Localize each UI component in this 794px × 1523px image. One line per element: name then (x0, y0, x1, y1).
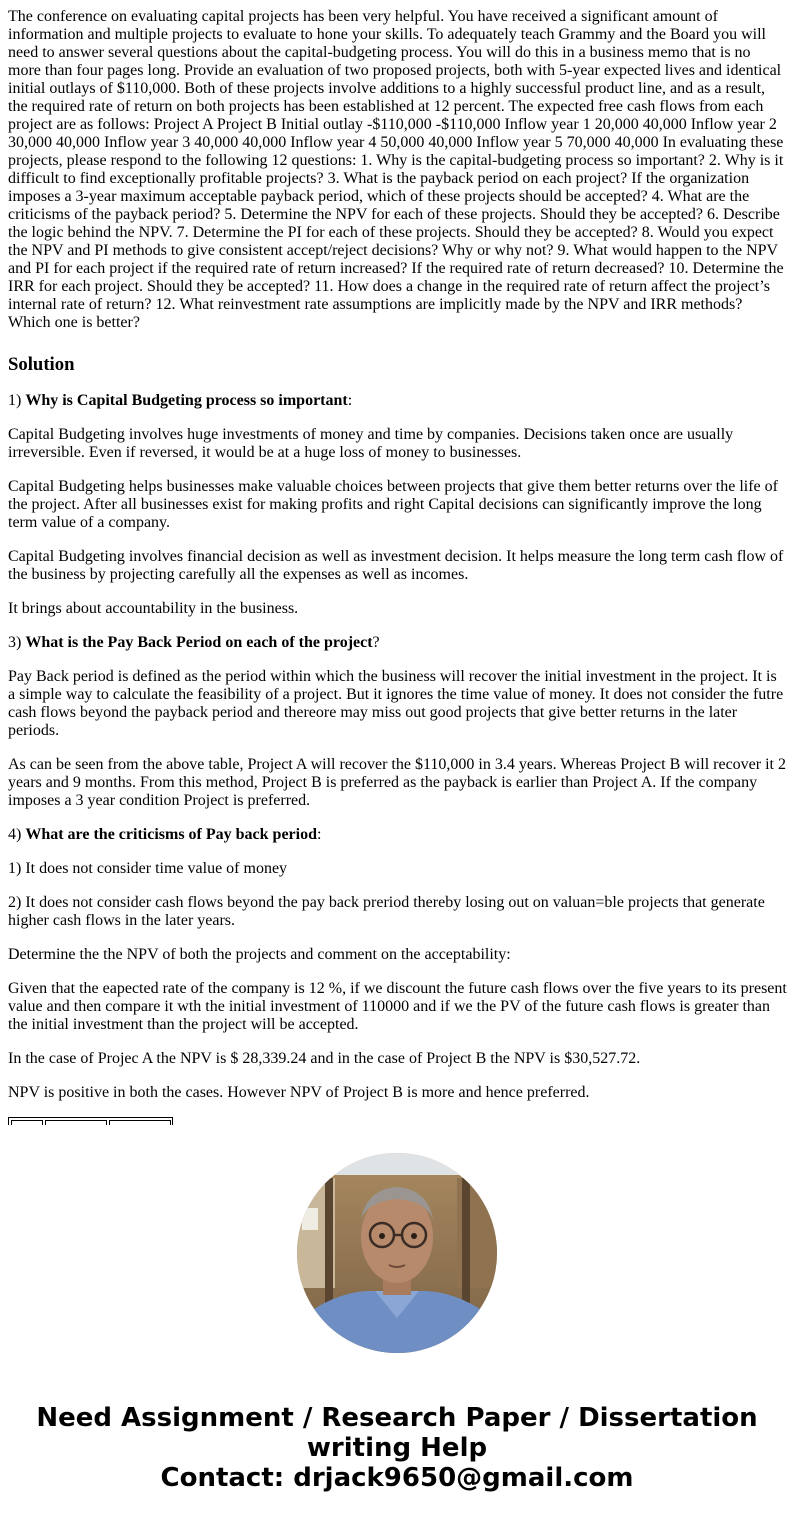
promo-contact: Contact: drjack9650@gmail.com (160, 1463, 634, 1493)
truncated-table (8, 1117, 173, 1125)
promo-line: Need Assignment / Research Paper / Dissertation (36, 1403, 758, 1433)
portrait-image (297, 1153, 497, 1353)
author-photo (297, 1153, 497, 1353)
paragraph: Given that the eapected rate of the company is 12 %, if we discount the future cash flows over the five years to its present value and then compare it wth the initial investment of 110000 and if we the PV of the future cash flows is greater than the initial investment than the project will be accepted. (8, 980, 787, 1033)
q3-heading: 3) What is the Pay Back Period on each of the project? (8, 634, 380, 651)
table-cell (109, 1120, 171, 1125)
paragraph: Determine the the NPV of both the projects and comment on the acceptability: (8, 946, 511, 963)
paragraph: 1) It does not consider time value of money (8, 860, 288, 877)
q4-heading: 4) What are the criticisms of Pay back period: (8, 826, 322, 843)
table-cell (45, 1120, 107, 1125)
paragraph: As can be seen from the above table, Project A will recover the $110,000 in 3.4 years. Whereas Project B will recover it 2 years and 9 months. From this method, Project B is preferred as the payback is earlier than Project A. If the company imposes a 3 year condition Project is preferred. (8, 756, 786, 809)
table-cell (11, 1120, 43, 1125)
document-body (8, 8, 787, 1118)
paragraph: Pay Back period is defined as the period within which the business will recover the initial investment in the project. It is a simple way to calculate the feasibility of a project. But it ignores the time value of money. It does not consider the futre cash flows beyond the payback period and thereore may miss out good projects that give better returns in the later periods. (8, 668, 784, 739)
paragraph: NPV is positive in both the cases. However NPV of Project B is more and hence preferred. (8, 1084, 590, 1101)
q1-heading: 1) Why is Capital Budgeting process so important: (8, 392, 353, 409)
promo-banner (0, 1403, 794, 1493)
solution-heading: Solution (8, 354, 75, 375)
paragraph: Capital Budgeting involves financial decision as well as investment decision. It helps measure the long term cash flow of the business by projecting carefully all the expenses as well as incomes. (8, 548, 784, 583)
promo-line: writing Help (306, 1433, 488, 1463)
paragraph: Capital Budgeting involves huge investments of money and time by companies. Decisions taken once are usually irreversible. Even if reversed, it would be at a huge loss of money to businesses. (8, 426, 734, 461)
question-text: The conference on evaluating capital projects has been very helpful. You have received a significant amount of information and multiple projects to evaluate to hone your skills. To adequately teach Grammy and the Board you will need to answer several questions about the capital-budgeting process. You will do this in a business memo that is no more than four pages long. Provide an evaluation of two proposed projects, both with 5-year expected lives and identical initial outlays of $110,000. Both of these projects involve additions to a highly successful product line, and as a result, the required rate of return on both projects has been established at 12 percent. The expected free cash flows from each project are as follows: Project A Project B Initial outlay -$110,000 -$110,000 Inflow year 1 20,000 40,000 Inflow year 2 30,000 40,000 Inflow year 3 40,000 40,000 Inflow year 4 50,000 40,000 Inflow year 5 70,000 40,000 In evaluating these projects, please respond to the following 12 questions: 1. Why is the capital-budgeting process so important? 2. Why is it difficult to find exceptionally profitable projects? 3. What is the payback period on each project? If the organization imposes a 3-year maximum acceptable payback period, which of these projects should be accepted? 4. What are the criticisms of the payback period? 5. Determine the NPV for each of these projects. Should they be accepted? 6. Describe the logic behind the NPV. 7. Determine the PI for each of these projects. Should they be accepted? 8. Would you expect the NPV and PI methods to give consistent accept/reject decisions? Why or why not? 9. What would happen to the NPV and PI for each project if the required rate of return increased? If the required rate of return decreased? 10. Determine the IRR for each project. Should they be accepted? 11. How does a change in the required rate of return affect the project’s internal rate of return? 12. What reinvestment rate assumptions are implicitly made by the NPV and IRR methods? Which one is better? (8, 8, 784, 331)
paragraph: 2) It does not consider cash flows beyond the pay back preriod thereby losing out on valuan=ble projects that generate higher cash flows in the later years. (8, 894, 765, 929)
paragraph: In the case of Projec A the NPV is $ 28,339.24 and in the case of Project B the NPV is $30,527.72. (8, 1050, 641, 1067)
paragraph: Capital Budgeting helps businesses make valuable choices between projects that give them better returns over the life of the project. After all businesses exist for making profits and right Capital decisions can significantly improve the long term value of a company. (8, 478, 778, 531)
paragraph: It brings about accountability in the business. (8, 600, 299, 617)
